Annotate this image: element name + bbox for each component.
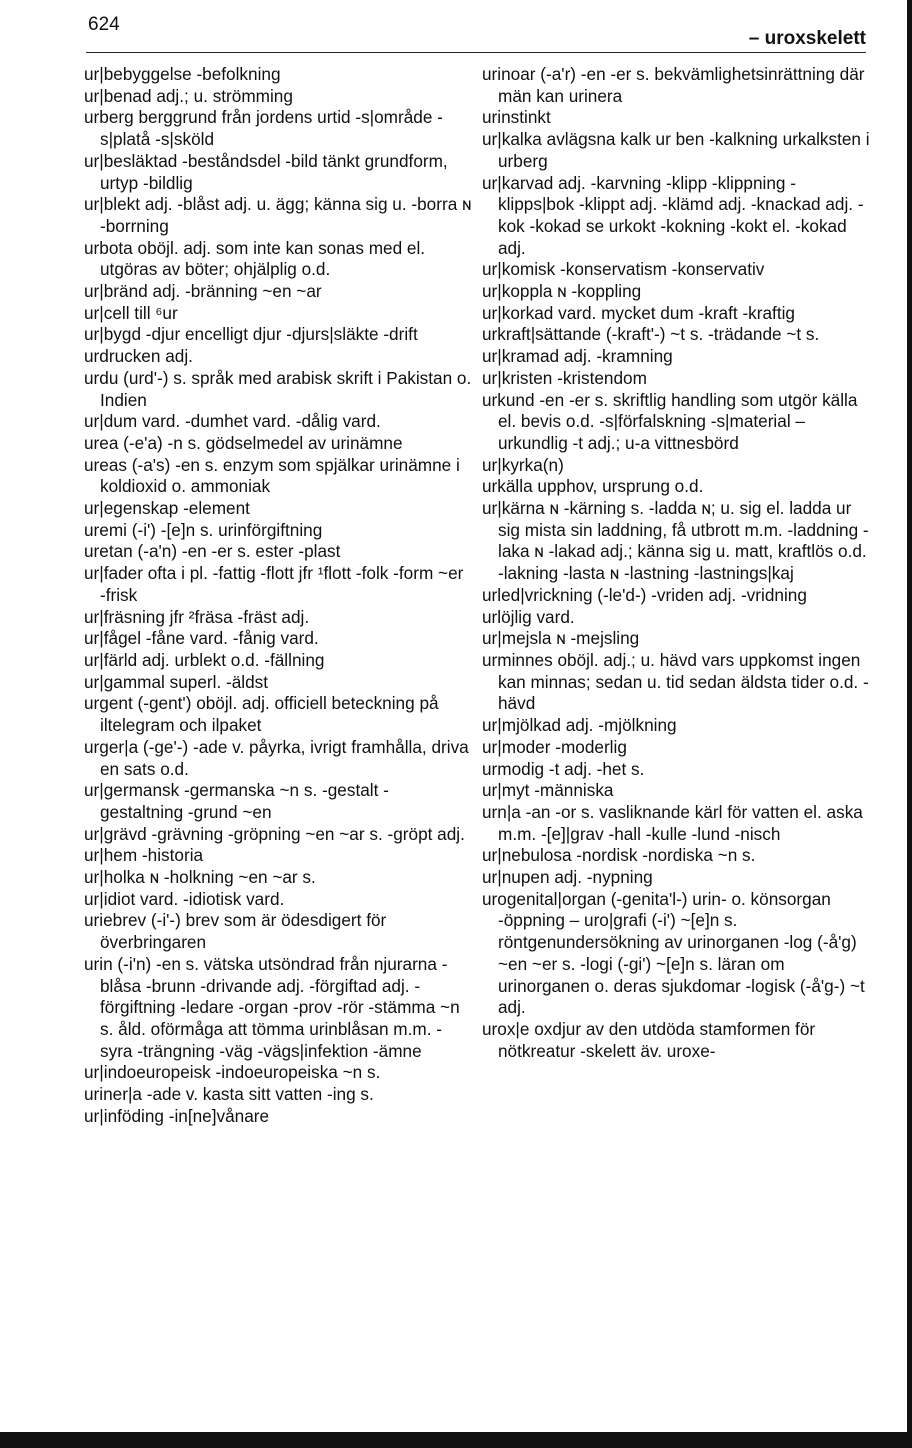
dictionary-entry: ur|holka ɴ -holkning ~en ~ar s. [84, 867, 316, 888]
dictionary-entry: urin (-i'n) -en s. vätska utsöndrad från njurarna -blåsa -brunn -drivande adj. -förgiftad adj. -förgiftning -ledare -organ -prov -rör -stämma ~n s. åld. oförmåga att tömma urinblåsan m.m. -syra -trängning -väg -vägs|infektion -ämne [84, 953, 460, 1061]
dictionary-entry: ur|kristen -kristendom [482, 367, 647, 388]
left-column [84, 64, 472, 1127]
dictionary-entry: ur|egenskap -element [84, 498, 250, 519]
dictionary-entry: ur|kalka avlägsna kalk ur ben -kalkning urkalksten i urberg [482, 129, 870, 171]
dictionary-entry: ur|besläktad -beståndsdel -bild tänkt grundform, urtyp -bildlig [84, 150, 448, 193]
dictionary-entry: ur|kyrka(n) [482, 454, 564, 475]
dictionary-entry: urkraft|sättande (-kraft'-) ~t s. -trädande ~t s. [482, 324, 820, 345]
scan-border-bottom [0, 1432, 912, 1448]
dictionary-entry: uretan (-a'n) -en -er s. ester -plast [84, 541, 341, 562]
dictionary-entry: ur|dum vard. -dumhet vard. -dålig vard. [84, 411, 381, 432]
dictionary-entry: ur|gammal superl. -äldst [84, 671, 269, 692]
running-head: – uroxskelett [748, 28, 866, 49]
dictionary-entry: urinoar (-a'r) -en -er s. bekvämlighetsinrättning där män kan urinera [482, 64, 865, 106]
dictionary-entry: ur|karvad adj. -karvning -klipp -klippning -klipps|bok -klippt adj. -klämd adj. -knackad adj. -kok -kokad se urkokt -kokning -kokt el. -kokad adj. [482, 172, 864, 258]
dictionary-entry: urled|vrickning (-le'd-) -vriden adj. -vridning [482, 584, 807, 605]
dictionary-entry: ur|fader ofta i pl. -fattig -flott jfr ¹flott -folk -form ~er -frisk [84, 563, 464, 605]
dictionary-entry: ur|mjölkad adj. -mjölkning [482, 715, 677, 736]
dictionary-entry: ur|benad adj.; u. strömming [84, 85, 293, 106]
dictionary-entry: urbota oböjl. adj. som inte kan sonas med el. utgöras av böter; ohjälplig o.d. [84, 237, 426, 280]
dictionary-entry: ur|färld adj. urblekt o.d. -fällning [84, 649, 325, 670]
dictionary-entry: ur|hem -historia [84, 845, 204, 866]
dictionary-entry: ur|kramad adj. -kramning [482, 346, 673, 367]
dictionary-entry: urberg berggrund från jordens urtid -s|område -s|platå -s|sköld [84, 107, 443, 150]
dictionary-entry: urger|a (-ge'-) -ade v. påyrka, ivrigt framhålla, driva en sats o.d. [84, 736, 469, 779]
dictionary-entry: urlöjlig vard. [482, 606, 575, 627]
dictionary-entry: ur|kärna ɴ -kärning s. -ladda ɴ; u. sig el. ladda ur sig mista sin laddning, få utbrott m.m. -laddning -laka ɴ -lakad adj.; känna sig u. matt, kraftlös o.d. -lakning -lasta ɴ -lastning -lastnings|kaj [482, 498, 869, 584]
dictionary-entry: ur|bygd -djur encelligt djur -djurs|släkte -drift [84, 324, 418, 345]
dictionary-entry: urgent (-gent') oböjl. adj. officiell beteckning på iltelegram och ilpaket [84, 693, 439, 736]
dictionary-entry: ur|nupen adj. -nypning [482, 867, 653, 888]
dictionary-entry: ur|bebyggelse -befolkning [84, 64, 281, 84]
scan-border-right [907, 0, 912, 1448]
right-column [482, 64, 872, 1062]
dictionary-entry: ur|indoeuropeisk -indoeuropeiska ~n s. [84, 1062, 381, 1083]
dictionary-entry: ur|bränd adj. -bränning ~en ~ar [84, 281, 322, 302]
dictionary-entry: ur|germansk -germanska ~n s. -gestalt -gestaltning -grund ~en [84, 780, 389, 822]
dictionary-entry: ur|fräsning jfr ²fräsa -fräst adj. [84, 606, 310, 627]
dictionary-entry: ureas (-a's) -en s. enzym som spjälkar urinämne i koldioxid o. ammoniak [84, 454, 460, 497]
dictionary-entry: urn|a -an -or s. vasliknande kärl för vatten el. aska m.m. -[e]|grav -hall -kulle -lund -nisch [482, 801, 863, 844]
dictionary-entry: ur|komisk -konservatism -konservativ [482, 259, 765, 280]
dictionary-entry: uriebrev (-i'-) brev som är ödesdigert för överbringaren [84, 910, 387, 953]
dictionary-entry: ur|blekt adj. -blåst adj. u. ägg; känna sig u. -borra ɴ -borrning [84, 194, 472, 236]
dictionary-entry: urea (-e'a) -n s. gödselmedel av urinämne [84, 432, 403, 453]
dictionary-entry: urdrucken adj. [84, 346, 193, 367]
dictionary-entry: uremi (-i') -[e]n s. urinförgiftning [84, 519, 323, 540]
header-rule [86, 52, 866, 53]
dictionary-entry: urminnes oböjl. adj.; u. hävd vars uppkomst ingen kan minnas; sedan u. tid sedan äldsta tider o.d. -hävd [482, 649, 869, 714]
dictionary-entry: ur|idiot vard. -idiotisk vard. [84, 888, 285, 909]
dictionary-entry: ur|mejsla ɴ -mejsling [482, 628, 640, 649]
dictionary-entry: ur|fågel -fåne vard. -fånig vard. [84, 628, 319, 649]
dictionary-entry: ur|korkad vard. mycket dum -kraft -kraftig [482, 302, 795, 323]
dictionary-entry: urmodig -t adj. -het s. [482, 758, 645, 779]
dictionary-entry: ur|koppla ɴ -koppling [482, 281, 642, 302]
dictionary-entry: uriner|a -ade v. kasta sitt vatten -ing s. [84, 1084, 374, 1105]
dictionary-entry: urinstinkt [482, 107, 551, 128]
dictionary-entry: urdu (urd'-) s. språk med arabisk skrift i Pakistan o. Indien [84, 367, 472, 410]
dictionary-entry: urkälla upphov, ursprung o.d. [482, 476, 704, 497]
dictionary-entry: ur|inföding -in[ne]vånare [84, 1105, 270, 1126]
dictionary-entry: ur|moder -moderlig [482, 736, 627, 757]
dictionary-entry: ur|grävd -grävning -gröpning ~en ~ar s. -gröpt adj. [84, 823, 465, 844]
page-number: 624 [88, 14, 120, 35]
dictionary-entry: ur|cell till ⁶ur [84, 302, 178, 323]
dictionary-entry: ur|nebulosa -nordisk -nordiska ~n s. [482, 845, 756, 866]
dictionary-entry: ur|myt -människa [482, 780, 614, 801]
dictionary-entry: urox|e oxdjur av den utdöda stamformen för nötkreatur -skelett äv. uroxe- [482, 1018, 816, 1061]
dictionary-entry: urkund -en -er s. skriftlig handling som utgör källa el. bevis o.d. -s|förfalskning -s|material – urkundlig -t adj.; u-a vittnesbörd [482, 389, 858, 453]
dictionary-entry: urogenital|organ (-genita'l-) urin- o. könsorgan -öppning – uro|grafi (-i') ~[e]n s. röntgenundersökning av urinorganen -log (-å'g) ~en ~er s. -logi (-gi') ~[e]n s. läran om urinorganen o. deras sjukdomar -logisk (-å'g-) ~t adj. [482, 888, 865, 1018]
